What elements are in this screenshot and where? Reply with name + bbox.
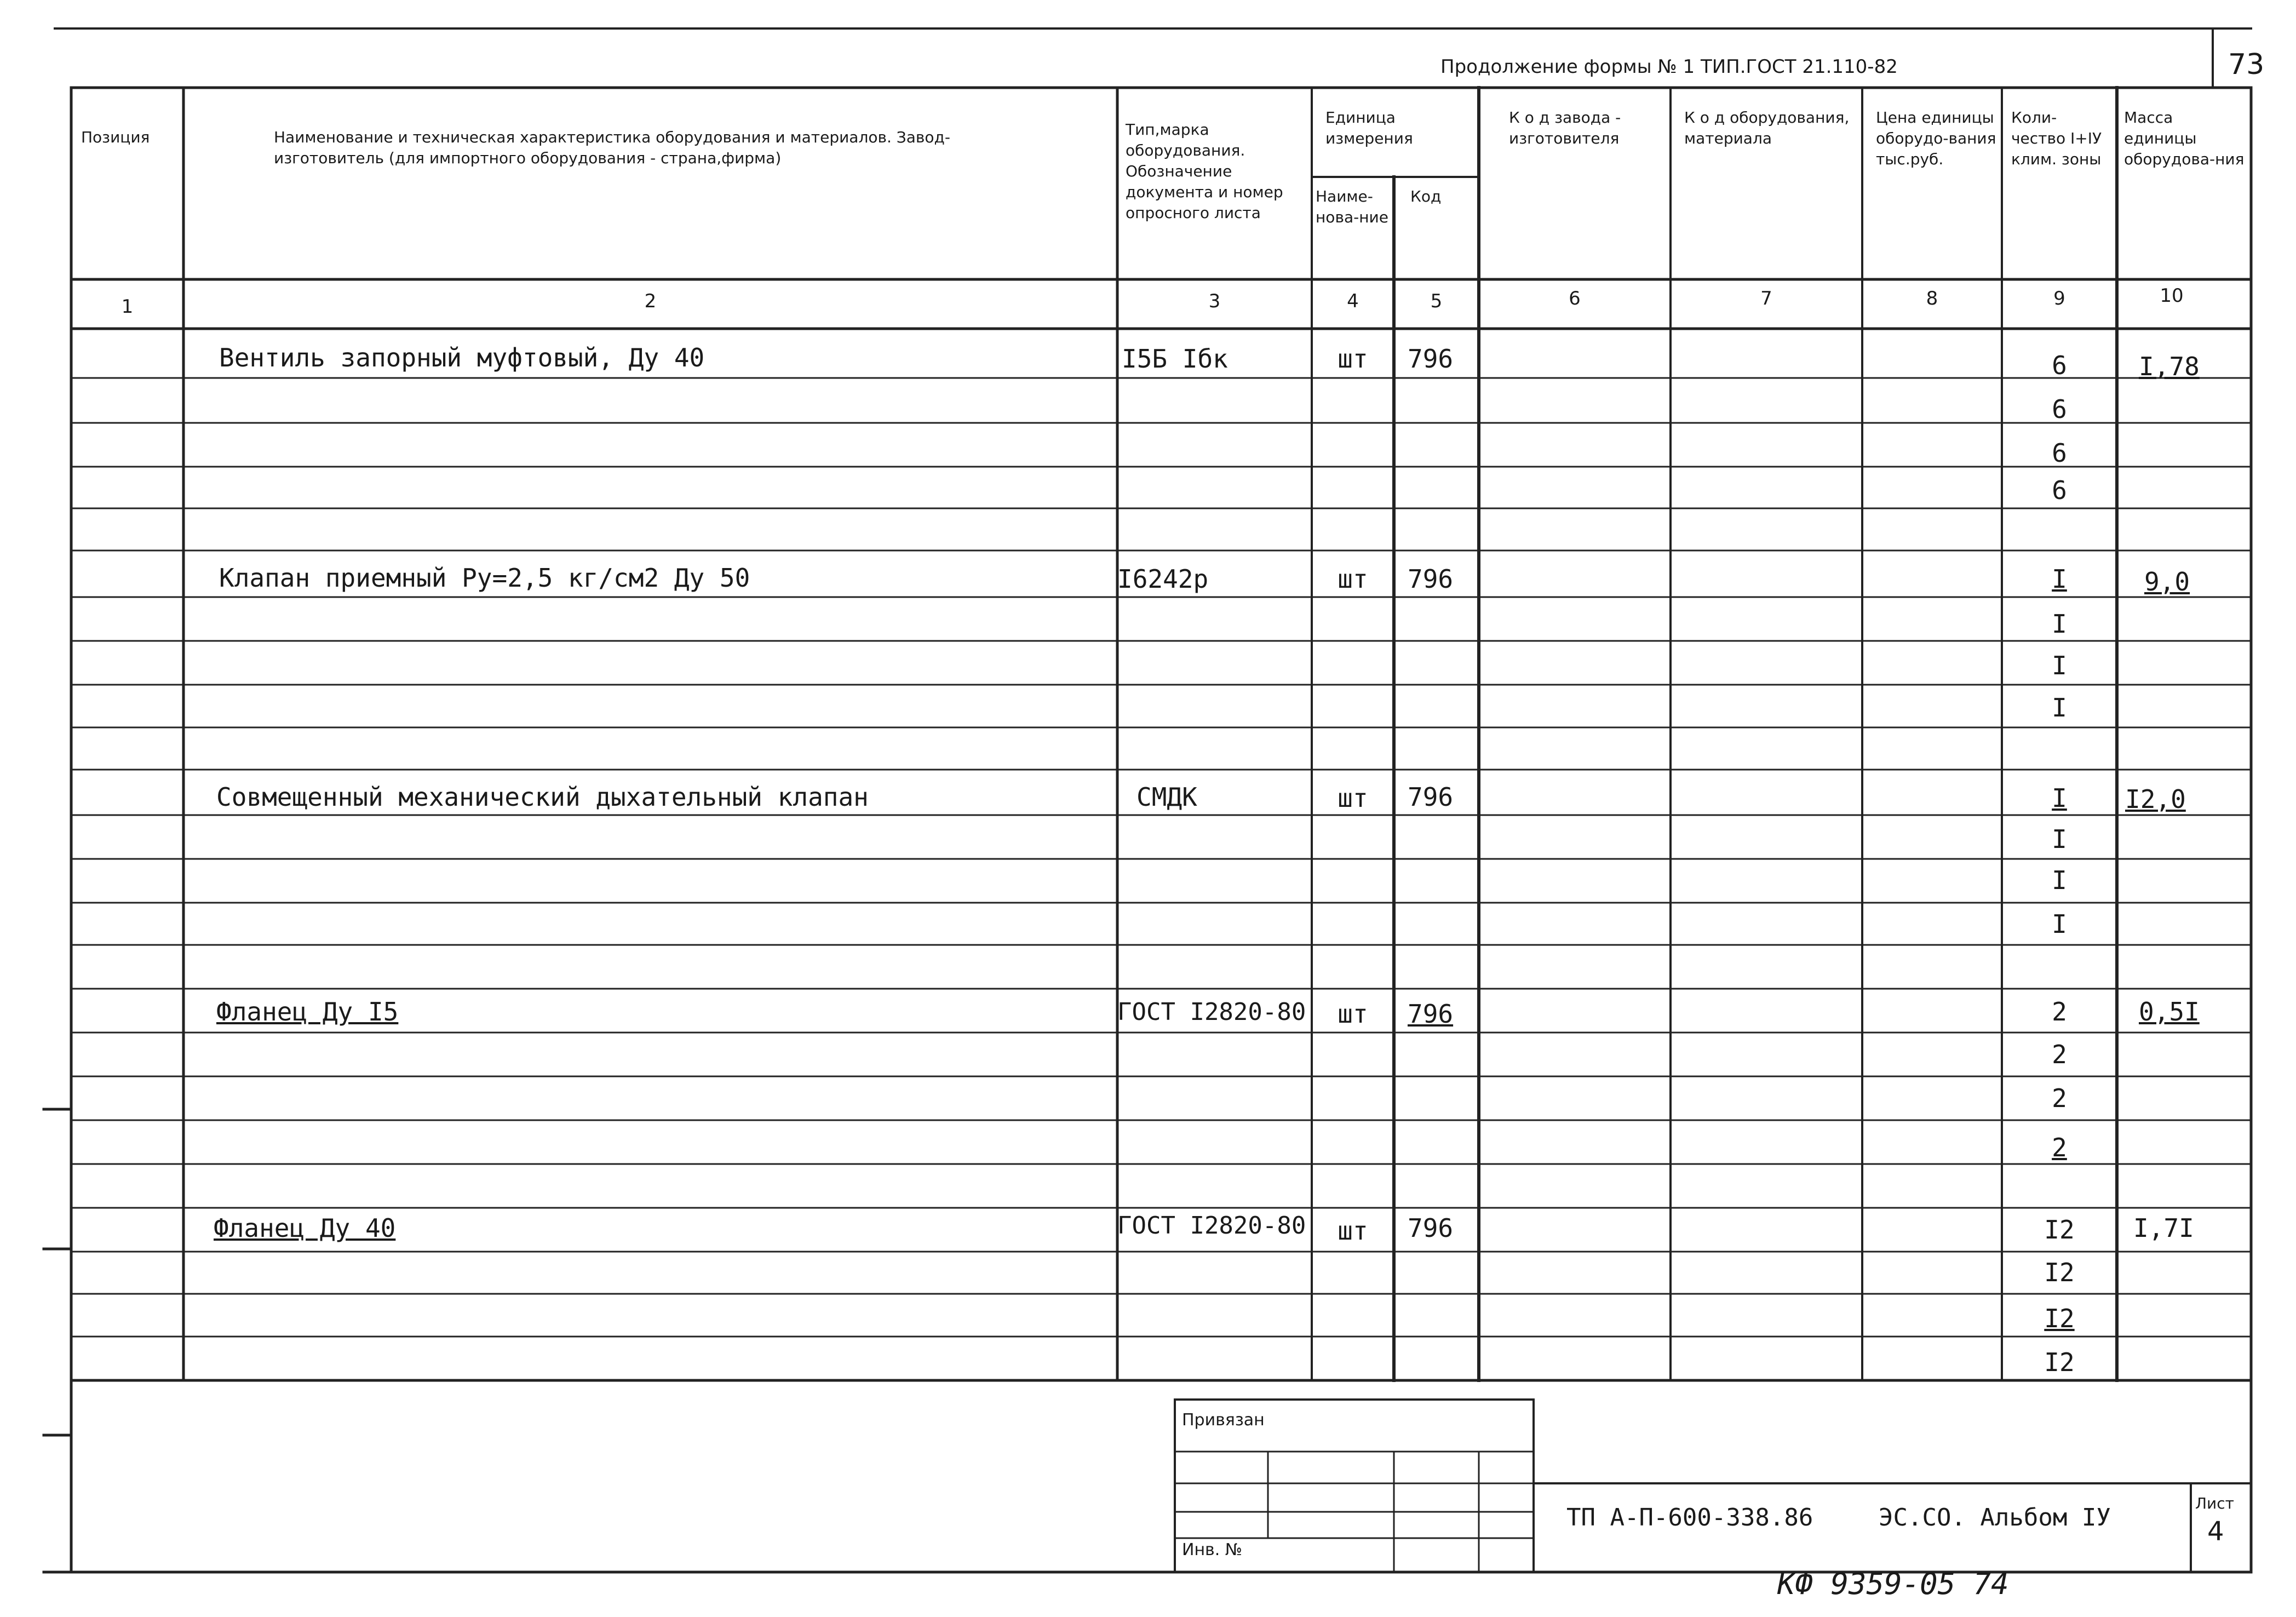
- column-number: 3: [1208, 290, 1221, 312]
- header-factory-code: К о д завода - изготовителя: [1509, 108, 1621, 147]
- item-unit-code: 796: [1408, 999, 1454, 1029]
- column-number: 9: [2053, 288, 2065, 309]
- document-code: ТП А-П-600-338.86: [1566, 1504, 1813, 1532]
- header-unit-price: Цена единицы оборудо-вания тыс.руб.: [1876, 108, 1996, 168]
- item-unit-code: 796: [1408, 344, 1454, 374]
- item-mass: 9,0: [2144, 567, 2190, 597]
- item-quantity: 2: [2052, 1083, 2067, 1113]
- item-quantity: I2: [2044, 1215, 2075, 1245]
- header-mass: Масса единицы оборудова-ния: [2124, 108, 2245, 168]
- item-name: Вентиль запорный муфтовый, Ду 40: [219, 343, 705, 372]
- item-quantity: I: [2052, 693, 2067, 723]
- item-quantity: I: [2052, 651, 2067, 680]
- item-quantity: I2: [2044, 1304, 2075, 1333]
- item-quantity: I: [2052, 564, 2067, 594]
- item-quantity: I: [2052, 609, 2067, 639]
- item-quantity: I: [2052, 865, 2067, 895]
- item-unit: шт: [1338, 783, 1368, 813]
- item-type: ГОСТ I2820-80: [1117, 1212, 1306, 1240]
- item-mass: 0,5I: [2139, 997, 2200, 1027]
- item-type: ГОСТ I2820-80: [1117, 998, 1306, 1026]
- archive-number: КФ 9359-05 74: [1777, 1567, 2009, 1601]
- column-number: 8: [1926, 288, 1938, 309]
- inventory-number-label: Инв. №: [1182, 1540, 1243, 1559]
- item-type: I6242р: [1117, 564, 1209, 594]
- item-mass: I,78: [2139, 352, 2200, 381]
- page-number: 73: [2228, 48, 2265, 81]
- column-number: 4: [1347, 290, 1359, 312]
- item-quantity: 2: [2052, 997, 2067, 1027]
- item-unit: шт: [1338, 344, 1368, 374]
- header-type: Тип,марка оборудования. Обозначение документа и номер опросного листа: [1126, 121, 1283, 222]
- item-mass: I2,0: [2125, 784, 2186, 814]
- item-quantity: 2: [2052, 1133, 2067, 1162]
- item-type: СМДК: [1136, 782, 1197, 812]
- item-name: Фланец Ду I5: [216, 997, 399, 1027]
- item-unit-code: 796: [1408, 782, 1454, 812]
- header-unit-group: Единица измерения: [1325, 108, 1413, 147]
- column-number: 6: [1569, 288, 1581, 309]
- item-name: Клапан приемный Ру=2,5 кг/см2 Ду 50: [219, 563, 750, 593]
- header-unit-name: Наиме-нова-ние: [1316, 187, 1388, 226]
- form-continuation-title: Продолжение формы № 1 ТИП.ГОСТ 21.110-82: [1440, 56, 1898, 78]
- item-name: Совмещенный механический дыхательный клапан: [216, 782, 869, 812]
- header-equipment-code: К о д оборудования, материала: [1684, 108, 1850, 147]
- header-unit-code: Код: [1410, 187, 1442, 205]
- column-number: 10: [2160, 285, 2184, 307]
- item-quantity: 6: [2052, 475, 2067, 505]
- item-quantity: I2: [2044, 1348, 2075, 1377]
- item-unit-code: 796: [1408, 564, 1454, 594]
- item-quantity: 6: [2052, 351, 2067, 380]
- item-unit: шт: [1338, 999, 1368, 1029]
- item-quantity: I2: [2044, 1258, 2075, 1287]
- column-number: 1: [121, 296, 134, 318]
- header-quantity: Коли-чество I+IУ клим. зоны: [2011, 108, 2102, 168]
- item-quantity: 2: [2052, 1040, 2067, 1069]
- item-type: I5Б Iбк: [1122, 344, 1228, 374]
- item-quantity: 6: [2052, 394, 2067, 424]
- attached-label: Привязан: [1182, 1410, 1265, 1430]
- item-name: Фланец Ду 40: [214, 1213, 396, 1243]
- item-quantity: 6: [2052, 438, 2067, 468]
- item-unit: шт: [1338, 1216, 1368, 1246]
- header-name: Наименование и техническая характеристика оборудования и материалов. Завод-изготовитель (для импортного оборудования - страна,фирма): [274, 128, 950, 167]
- item-quantity: I: [2052, 783, 2067, 813]
- item-mass: I,7I: [2133, 1213, 2194, 1243]
- album-label: ЭС.СО. Альбом IУ: [1879, 1504, 2111, 1532]
- item-quantity: I: [2052, 824, 2067, 854]
- sheet-label: Лист: [2195, 1494, 2234, 1512]
- column-number: 7: [1760, 288, 1772, 309]
- item-unit-code: 796: [1408, 1213, 1454, 1243]
- column-number: 5: [1430, 290, 1443, 312]
- header-position: Позиция: [81, 128, 150, 146]
- column-number: 2: [644, 290, 657, 312]
- sheet-number: 4: [2207, 1516, 2224, 1547]
- item-unit: шт: [1338, 564, 1368, 594]
- item-quantity: I: [2052, 909, 2067, 939]
